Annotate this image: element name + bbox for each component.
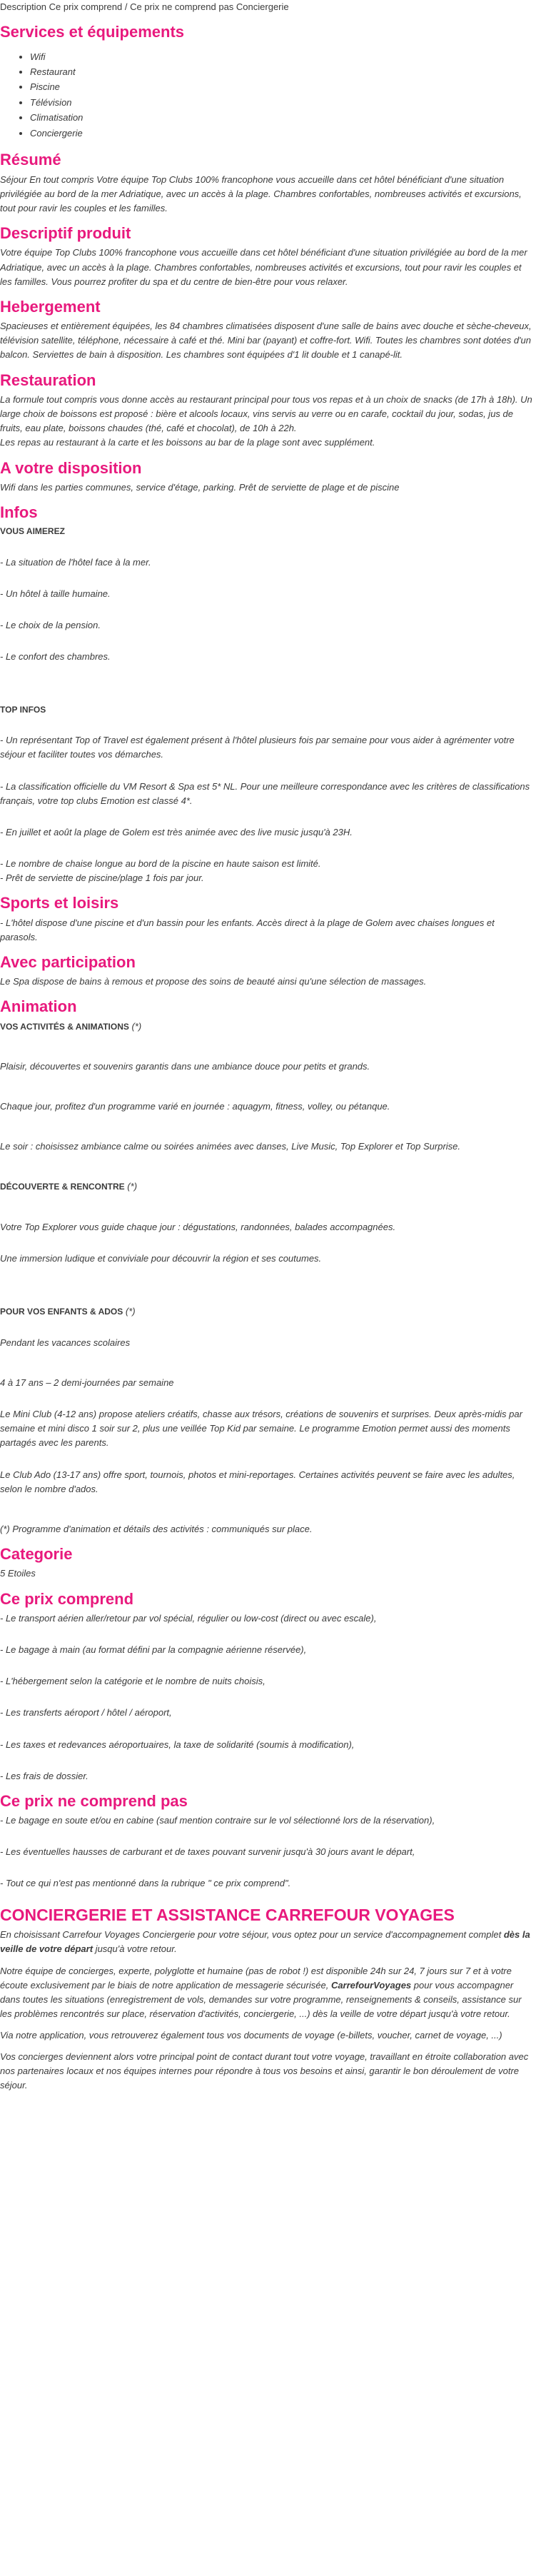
animation-paragraph: Le soir : choisissez ambiance calme ou soirées animées avec danses, Live Music, Top Explorer et Top Surprise. bbox=[0, 1141, 461, 1152]
conciergerie-p2 bbox=[0, 1964, 532, 2022]
vous-aimerez-heading: VOUS AIMEREZ bbox=[0, 526, 65, 537]
conciergerie-p2-text: Notre équipe de concierges, experte, polyglotte et humaine (pas de robot !) est disponible 24h sur 24, 7 jours sur 7 et à votre écoute exclusivement par le biais de notre application de messagerie sécurisée, bbox=[0, 1965, 512, 1991]
decouverte-paragraph: Votre Top Explorer vous guide chaque jour : dégustations, randonnées, balades accompagnées. bbox=[0, 1221, 396, 1232]
services-title: Services et équipements bbox=[0, 23, 185, 41]
services-section bbox=[0, 23, 532, 141]
top-info-item: - Un représentant Top of Travel est également présent à l'hôtel plusieurs fois par semaine pour vous aider à agrémenter votre séjour et faciliter toutes vos démarches. bbox=[0, 735, 515, 760]
comprend-item: - Les frais de dossier. bbox=[0, 1770, 89, 1781]
participation-text: Le Spa dispose de bains à remous et propose des soins de beauté ainsi qu'une sélection de massages. bbox=[0, 976, 427, 987]
top-info-item: - Prêt de serviette de piscine/plage 1 fois par jour. bbox=[0, 872, 204, 884]
animation-note: (*) Programme d'animation et détails des activités : communiqués sur place. bbox=[0, 1523, 313, 1534]
restauration-text-2: Les repas au restaurant à la carte et les boissons au bar de la plage sont avec supplément. bbox=[0, 437, 375, 448]
ne-comprend-section bbox=[0, 1792, 532, 1891]
enfants-paragraph: Le Mini Club (4-12 ans) propose ateliers créatifs, chasse aux trésors, créations de souvenirs et surprises. Deux après-midis par semaine et mini disco 1 soir sur 2, plus une veillée Top Kid par semaine. Le programme Emotion permet aussi des moments partagés avec les parents. bbox=[0, 1409, 522, 1449]
activites-heading: VOS ACTIVITÉS & ANIMATIONS bbox=[0, 1021, 129, 1032]
top-info-item: - Le nombre de chaise longue au bord de la piscine en haute saison est limité. bbox=[0, 857, 321, 869]
ne-comprend-title: Ce prix ne comprend pas bbox=[0, 1791, 188, 1810]
participation-title: Avec participation bbox=[0, 952, 136, 971]
hebergement-title: Hebergement bbox=[0, 297, 101, 316]
descriptif-title: Descriptif produit bbox=[0, 223, 131, 242]
resume-text: Séjour En tout compris Votre équipe Top Clubs 100% francophone vous accueille dans cet hôtel bénéficiant d'une situation privilégiée au bord de la mer Adriatique, avec un accès à la plage. Chambres confortables, nombreuses activités et excursions, tout pour ravir les couples et les familles. bbox=[0, 173, 522, 213]
comprend-item: - Le bagage à main (au format défini par la compagnie aérienne réservée), bbox=[0, 1644, 307, 1656]
resume-title: Résumé bbox=[0, 151, 61, 169]
conciergerie-p1 bbox=[0, 1928, 532, 1956]
top-info-item: - La classification officielle du VM Resort & Spa est 5* NL. Pour une meilleure correspondance avec les critères de classifications français, votre top clubs Emotion est classé 4*. bbox=[0, 780, 530, 806]
disposition-section bbox=[0, 459, 532, 495]
ne-comprend-item: - Tout ce qui n'est pas mentionné dans la rubrique " ce prix comprend". bbox=[0, 1878, 291, 1889]
infos-title: Infos bbox=[0, 503, 38, 522]
infos-section bbox=[0, 503, 532, 885]
activites-mark: (*) bbox=[128, 1020, 142, 1032]
ne-comprend-item: - Le bagage en soute et/ou en cabine (sauf mention contraire sur le vol sélectionné lors de la réservation), bbox=[0, 1815, 435, 1826]
top-line: Description Ce prix comprend / Ce prix ne comprend pas Conciergerie bbox=[0, 1, 289, 12]
animation-section bbox=[0, 997, 532, 1536]
conciergerie-p2-end: pour vous accompagner dans toutes les situations (enregistrement de vols, demandes sur votre programme, renseignements & conseils, assistance sur les problèmes rencontrés sur place, réservation d'activités, conciergerie, ...) dès la veille de votre départ jusqu'à votre retour. bbox=[0, 1979, 522, 2019]
descriptif-text: Votre équipe Top Clubs 100% francophone vous accueille dans cet hôtel bénéficiant d'une situation privilégiée au bord de la mer Adriatique, avec un accès à la plage. Chambres confortables, nombreuses activités et excursions, tout pour ravir les couples et les familles. Vous pourrez profiter du spa et du centre de bien-être pour vous relaxer. bbox=[0, 247, 527, 287]
decouverte-paragraph: Une immersion ludique et conviviale pour découvrir la région et ses coutumes. bbox=[0, 1252, 322, 1264]
service-item-restaurant: • Restaurant bbox=[30, 64, 532, 79]
hebergement-section bbox=[0, 298, 532, 363]
aimerez-item: - Un hôtel à taille humaine. bbox=[0, 588, 111, 600]
enfants-heading-line bbox=[0, 1304, 532, 1319]
animation-paragraph: Chaque jour, profitez d'un programme varié en journée : aquagym, fitness, volley, ou pétanque. bbox=[0, 1101, 390, 1112]
restauration-text-1: La formule tout compris vous donne accès au restaurant principal pour tous vos repas et à un choix de snacks (de 17h à 18h). Un large choix de boissons est proposé : bière et alcools locaux, vins servis au verre ou en carafe, cocktail du jour, sodas, jus de fruits, eau plate, boissons chaudes (thé, café et chocolat), de 10h à 22h. bbox=[0, 393, 532, 434]
decouverte-heading-line bbox=[0, 1179, 532, 1194]
aimerez-item: - Le choix de la pension. bbox=[0, 620, 101, 631]
enfants-paragraph: Le Club Ado (13-17 ans) offre sport, tournois, photos et mini-reportages. Certaines activités peuvent se faire avec les adultes, selon le nombre d'ados. bbox=[0, 1469, 515, 1494]
comprend-item: - Les taxes et redevances aéroportuaires, la taxe de solidarité (soumis à modification), bbox=[0, 1739, 355, 1750]
conciergerie-section bbox=[0, 1906, 532, 2093]
categorie-title: Categorie bbox=[0, 1545, 73, 1564]
service-item-climatisation: • Climatisation bbox=[30, 110, 532, 125]
service-item-wifi: • Wifi bbox=[30, 49, 532, 64]
aimerez-item: - La situation de l'hôtel face à la mer. bbox=[0, 557, 151, 568]
comprend-item: - L'hébergement selon la catégorie et le nombre de nuits choisis, bbox=[0, 1676, 266, 1687]
conciergerie-app-name: CarrefourVoyages bbox=[330, 1979, 412, 1991]
participation-section bbox=[0, 953, 532, 990]
comprend-title: Ce prix comprend bbox=[0, 1589, 134, 1608]
categorie-text: 5 Etoiles bbox=[0, 1568, 36, 1579]
disposition-title: A votre disposition bbox=[0, 458, 142, 477]
comprend-item: - Les transferts aéroport / hôtel / aéroport, bbox=[0, 1707, 172, 1719]
conciergerie-p3: Via notre application, vous retrouverez également tous vos documents de voyage (e-billets, voucher, carnet de voyage, ...) bbox=[0, 2030, 502, 2041]
services-list bbox=[0, 49, 532, 141]
sports-title: Sports et loisirs bbox=[0, 894, 119, 912]
enfants-paragraph: Pendant les vacances scolaires bbox=[0, 1337, 131, 1348]
service-item-television: • Télévision bbox=[30, 95, 532, 110]
sports-text: - L'hôtel dispose d'une piscine et d'un bassin pour les enfants. Accès direct à la plage de Golem avec chaises longues et parasols. bbox=[0, 917, 495, 942]
enfants-heading: POUR VOS ENFANTS & ADOS bbox=[0, 1306, 123, 1317]
service-item-conciergerie: • Conciergerie bbox=[30, 126, 532, 141]
conciergerie-title: CONCIERGERIE ET ASSISTANCE CARREFOUR VOYAGES bbox=[0, 1905, 455, 1924]
restauration-section bbox=[0, 371, 532, 451]
disposition-text: Wifi dans les parties communes, service d'étage, parking. Prêt de serviette de plage et de piscine bbox=[0, 481, 400, 493]
descriptif-section bbox=[0, 224, 532, 289]
aimerez-item: - Le confort des chambres. bbox=[0, 651, 111, 663]
categorie-section bbox=[0, 1545, 532, 1581]
conciergerie-p1-text: En choisissant Carrefour Voyages Conciergerie pour votre séjour, vous optez pour un service d'accompagnement complet bbox=[0, 1929, 504, 1941]
service-item-piscine: • Piscine bbox=[30, 79, 532, 94]
animation-title: Animation bbox=[0, 997, 77, 1016]
comprend-section bbox=[0, 1590, 532, 1783]
enfants-paragraph: 4 à 17 ans – 2 demi-journées par semaine bbox=[0, 1377, 174, 1389]
conciergerie-p4: Vos concierges deviennent alors votre principal point de contact durant tout votre voyage, travaillant en étroite collaboration avec nos partenaires locaux et nos équipes internes pour répondre à tous vos besoins et ainsi, garantir le bon déroulement de votre séjour. bbox=[0, 2051, 529, 2091]
ne-comprend-item: - Les éventuelles hausses de carburant et de taxes pouvant survenir jusqu'à 30 jours avant le départ, bbox=[0, 1846, 415, 1858]
animation-paragraph: Plaisir, découvertes et souvenirs garantis dans une ambiance douce pour petits et grands. bbox=[0, 1060, 370, 1072]
conciergerie-p1-end: jusqu'à votre retour. bbox=[93, 1943, 177, 1955]
resume-section bbox=[0, 151, 532, 216]
hebergement-text: Spacieuses et entièrement équipées, les 84 chambres climatisées disposent d'une salle de bains avec douche et sèche-cheveux, télévision satellite, téléphone, nécessaire à café et thé. Mini bar (payant) et coffre-fort. Wifi. Toutes les chambres sont dotées d'un balcon. Serviettes de bain à disposition. Les chambres sont équipées d'1 lit double et 1 canapé-lit. bbox=[0, 321, 532, 361]
top-info-item: - En juillet et août la plage de Golem est très animée avec des live music jusqu'à 23H. bbox=[0, 826, 353, 837]
activites-heading-line bbox=[0, 1020, 532, 1034]
sports-section bbox=[0, 894, 532, 945]
decouverte-mark: (*) bbox=[124, 1181, 138, 1192]
top-infos-heading: TOP INFOS bbox=[0, 704, 46, 715]
conciergerie-p1-bold: dès la veille de votre départ bbox=[0, 1929, 530, 1955]
restauration-title: Restauration bbox=[0, 371, 96, 389]
enfants-mark: (*) bbox=[123, 1305, 136, 1317]
comprend-item: - Le transport aérien aller/retour par vol spécial, régulier ou low-cost (direct ou avec escale), bbox=[0, 1612, 377, 1624]
decouverte-heading: DÉCOUVERTE & RENCONTRE bbox=[0, 1182, 125, 1192]
